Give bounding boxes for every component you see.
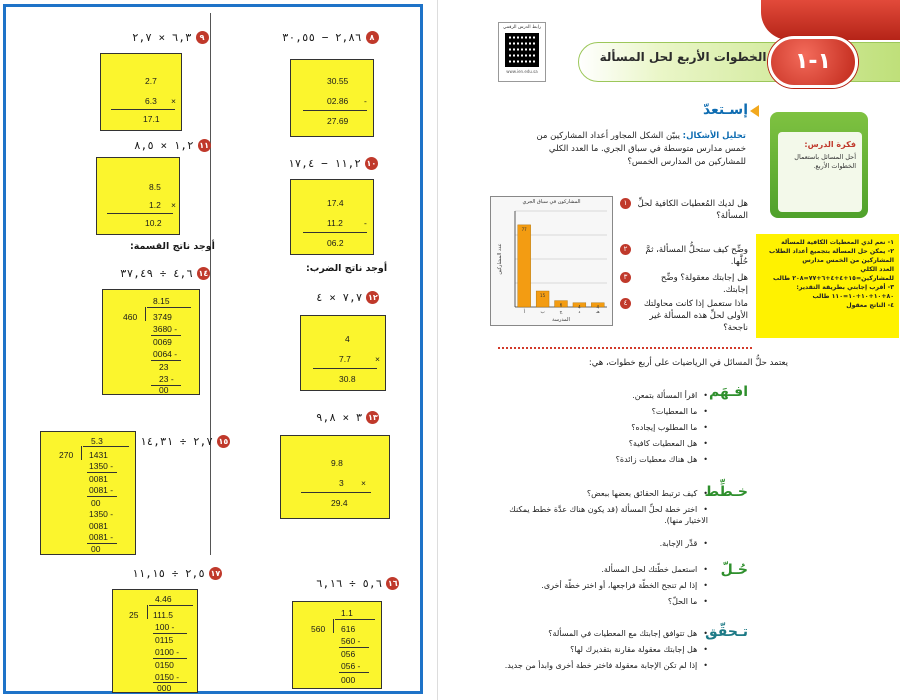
chart-category-3: ج	[559, 310, 563, 315]
chart-title: المشاركون في سباق الجري	[522, 199, 581, 205]
question-2-number: ٢	[620, 244, 631, 255]
exercise-8-expression: ٢,٨٦ − ٣٠,٥٥	[282, 31, 362, 44]
question-1-text: هل لديك المُعطيات الكافية لحلِّ المسألة؟	[637, 199, 748, 221]
step-2-bullet-1: • كيف ترتبط الحقائق بعضها ببعض؟	[498, 488, 708, 499]
exercise-14-step-2: 0069	[153, 337, 172, 347]
exercise-15-step-3: 0081 -	[89, 485, 114, 495]
exercise-15-step-4: 00	[91, 498, 101, 508]
exercise-11-header	[134, 139, 211, 152]
question-3-text: هل إجابتك معقولة؟ وضِّح إجابتك.	[660, 273, 748, 295]
exercise-8-line-1: 30.55	[327, 76, 349, 86]
exercise-8-result: 27.69	[327, 116, 349, 126]
bar-chart	[490, 196, 613, 326]
exercise-16-work	[292, 601, 382, 689]
exercise-15-quotient: 5.3	[91, 436, 103, 446]
question-4	[620, 298, 748, 334]
bar-chart-svg	[491, 197, 614, 327]
exercise-9-result: 17.1	[143, 114, 160, 124]
exercise-17-work	[112, 589, 198, 693]
exercise-17-number: ١٧	[210, 569, 221, 578]
textbook-page	[437, 0, 900, 700]
answer-note-line-1: ١- نعم لدي المعطيات الكافية للمسألة	[781, 239, 894, 246]
chart-category-2: ب	[540, 310, 545, 315]
dotted-separator	[498, 347, 752, 349]
exercise-12-number: ١٢	[367, 293, 378, 302]
exercise-15-step-6: 0081	[89, 521, 108, 531]
chart-x-label: المدرسة	[552, 317, 570, 323]
question-4-number: ٤	[620, 298, 631, 309]
chart-bar-label-5: 4	[596, 304, 600, 310]
worksheet-page	[3, 4, 423, 694]
exercise-10-operator: -	[364, 218, 367, 228]
exercise-11-number: ١١	[199, 141, 209, 150]
exercise-16-step-3: 056 -	[341, 661, 361, 671]
exercise-14-expression: ٤,٦ ÷ ٣٧,٤٩	[120, 267, 193, 280]
exercise-9-operator: ×	[171, 96, 176, 106]
exercise-13-line-2: 3	[339, 478, 344, 488]
step-1-bullet-1: • اقرأ المسألة بتمعن.	[498, 390, 708, 401]
exercise-15-work	[40, 431, 136, 555]
exercise-15-dividend: 1431	[89, 450, 108, 460]
step-understand-label: افـهَم	[709, 384, 748, 400]
exercise-14-step-6: 00	[159, 385, 169, 395]
exercise-15-divisor: 270	[59, 450, 74, 460]
question-1	[620, 198, 748, 222]
lesson-number-badge: ١-١	[768, 36, 858, 88]
exercise-9-work	[100, 53, 182, 131]
step-4-bullet-1: • هل تتوافق إجابتك مع المعطيات في المسألة؟	[478, 628, 708, 639]
exercise-10-number: ١٠	[366, 159, 377, 168]
exercise-17-divisor: 25	[129, 610, 139, 620]
exercise-12-operator: ×	[375, 354, 380, 364]
exercise-9-number: ٩	[196, 31, 209, 44]
analysis-paragraph	[516, 130, 746, 169]
exercise-17-quotient: 4.46	[155, 594, 172, 604]
question-4-text: ماذا ستعمل إذا كانت محاولتك الأولى لحلِّ هذه المسألة غير ناجحة؟	[643, 299, 748, 333]
quotient-instruction: أوجد ناتج القسمة:	[130, 241, 215, 252]
exercise-10-result: 06.2	[327, 238, 344, 248]
exercise-13-line-1: 9.8	[331, 458, 343, 468]
answer-note	[756, 234, 899, 338]
question-2	[620, 244, 748, 268]
exercise-14-number: ١٤	[198, 269, 209, 278]
answer-note-line-5: ٤- الناتج معقول	[846, 302, 894, 309]
exercise-9-expression: ٦,٣ × ٢,٧	[132, 31, 192, 44]
step-solve-label: حُـلّ	[720, 562, 748, 578]
step-2-bullet-3: • قدِّر الإجابة.	[498, 538, 708, 549]
exercise-15-step-7: 0081 -	[89, 532, 114, 542]
exercise-15-header	[140, 435, 230, 448]
exercise-14-step-3: 0064 -	[153, 349, 178, 359]
product-instruction: أوجد ناتج الضرب:	[306, 263, 388, 274]
chart-y-label: عدد المشاركين	[497, 243, 503, 275]
chart-bar-label-2: 15	[540, 293, 546, 298]
exercise-17-step-2: 0115	[155, 635, 174, 645]
exercise-14-step-5: 23 -	[159, 374, 174, 384]
exercise-10-header	[288, 157, 378, 170]
exercise-13-result: 29.4	[331, 498, 348, 508]
exercise-16-step-2: 056	[341, 649, 356, 659]
step-1-bullet-4: • هل المعطيات كافية؟	[498, 438, 708, 449]
exercise-14-work	[102, 289, 200, 395]
exercise-8-number: ٨	[366, 31, 379, 44]
exercise-16-step-1: 560 -	[341, 636, 361, 646]
exercise-17-dividend: 111.5	[153, 610, 174, 620]
step-2-bullet-2: • اختر خطة لحلِّ المسألة (قد يكون هناك عدَّة خطط يمكنك الاختيار منها).	[498, 504, 708, 526]
exercise-16-step-4: 000	[341, 675, 356, 685]
lesson-title: الخطوات الأربع لحل المسألة	[599, 50, 767, 64]
column-divider	[210, 13, 211, 555]
exercise-13-header	[316, 411, 379, 424]
arrow-icon	[750, 105, 759, 117]
step-4-bullet-3: • إذا لم تكن الإجابة معقولة فاختر خطة أخرى وابدأ من جديد.	[478, 660, 708, 671]
chart-bar-1	[518, 225, 531, 307]
exercise-8-work	[290, 59, 374, 137]
lesson-idea-text: أحل المسائل باستعمال الخطوات الأربع.	[794, 153, 856, 170]
lesson-idea-title: فكرة الدرس:	[804, 140, 856, 149]
exercise-16-divisor: 560	[311, 624, 326, 634]
exercise-11-work	[96, 157, 180, 235]
step-4-bullet-2: • هل إجابتك معقولة مقارنة بتقديرك لها؟	[478, 644, 708, 655]
exercise-13-expression: ٣ × ٩,٨	[316, 411, 363, 424]
exercise-17-step-4: 0150	[155, 660, 174, 670]
chart-category-1: أ	[523, 310, 525, 315]
question-1-number: ١	[620, 198, 631, 209]
answer-note-line-2: ٢- يمكن حل المسألة بتجميع أعداد الطلاب المشاركين من الخمس مدارس	[769, 248, 894, 264]
exercise-15-step-2: 0081	[89, 474, 108, 484]
exercise-11-operator: ×	[171, 200, 176, 210]
exercise-17-step-3: 0100 -	[155, 647, 180, 657]
exercise-11-line-1: 8.5	[149, 182, 161, 192]
exercise-14-dividend: 3749	[153, 312, 172, 322]
lesson-idea-panel	[778, 132, 862, 212]
exercise-8-operator: -	[364, 96, 367, 106]
qr-url: www.ien.edu.sa	[506, 69, 538, 74]
exercise-9-line-2: 6.3	[145, 96, 157, 106]
question-2-text: وضِّح كيف ستحلُّ المسألة، ثمَّ حُلَّها.	[645, 245, 748, 267]
step-1-bullet-5: • هل هناك معطيات زائدة؟	[498, 454, 708, 465]
exercise-16-number: ١٦	[387, 579, 398, 588]
exercise-11-result: 10.2	[145, 218, 162, 228]
exercise-12-line-1: 4	[345, 334, 350, 344]
exercise-15-expression: ٢,٧ ÷ ١٤,٣١	[140, 435, 213, 448]
exercise-11-line-2: 1.2	[149, 200, 161, 210]
exercise-9-line-1: 2.7	[145, 76, 157, 86]
step-1-bullet-2: • ما المعطيات؟	[498, 406, 708, 417]
exercise-16-dividend: 616	[341, 624, 356, 634]
answer-note-line-3: العدد الكلي للمشاركين=١٥+٤+٤+٦+٧٧=٢٠٨ طالب	[773, 266, 894, 282]
exercise-14-step-4: 23	[159, 362, 169, 372]
chart-category-5: هـ	[595, 310, 600, 315]
exercise-11-expression: ١,٢ × ٨,٥	[134, 139, 194, 152]
exercise-14-quotient: 8.15	[153, 296, 170, 306]
chart-bar-label-1: 77	[521, 226, 527, 232]
chart-bar-label-4: 4	[578, 304, 581, 310]
step-plan-label: خـطِّط	[704, 484, 748, 500]
exercise-16-expression: ٥,٦ ÷ ٦,١٦	[316, 577, 383, 590]
exercise-9-header	[132, 31, 209, 44]
header-red-tab	[761, 0, 900, 40]
exercise-12-header	[316, 291, 379, 304]
analysis-text: يبيّن الشكل المجاور أعداد المشاركين من خمس مدارس متوسطة في سباق الجري. ما العدد الكلي للمشاركين من المدارس الخمس؟	[536, 131, 746, 167]
exercise-12-result: 30.8	[339, 374, 356, 384]
exercise-15-step-1: 1350 -	[89, 461, 114, 471]
qr-code-box[interactable]	[498, 22, 546, 82]
exercise-10-line-1: 17.4	[327, 198, 344, 208]
step-check-label: تـحقّق	[705, 624, 748, 640]
exercise-10-expression: ١١,٢ − ١٧,٤	[288, 157, 361, 170]
exercise-16-header	[316, 577, 399, 590]
question-3	[620, 272, 748, 296]
qr-caption: رابط الدرس الرقمي	[502, 25, 542, 30]
exercise-12-line-2: 7.7	[339, 354, 351, 364]
exercise-14-header	[120, 267, 210, 280]
exercise-12-work	[300, 315, 386, 391]
answer-note-line-4: ٣- أقرب إجابتي بطريقة التقدير: ٨٠+١٠+١٠+١٠=١١٠ طالب	[796, 284, 894, 300]
question-3-number: ٣	[620, 272, 631, 283]
exercise-15-step-5: 1350 -	[89, 509, 114, 519]
step-3-bullet-1: • استعمل خطّتك لحل المسألة.	[498, 564, 708, 575]
exercise-17-step-1: 100 -	[155, 622, 175, 632]
exercise-10-line-2: 11.2	[327, 218, 343, 228]
exercise-13-work	[280, 435, 390, 519]
exercise-17-expression: ٢,٥ ÷ ١١,١٥	[132, 567, 205, 580]
step-3-bullet-2: • إذا لم تنجح الخطّة فراجعها، أو اختر خطّة أخرى.	[498, 580, 708, 591]
chart-category-4: د	[578, 310, 581, 315]
qr-code-icon[interactable]	[505, 33, 539, 67]
exercise-17-step-5: 0150 -	[155, 672, 180, 682]
exercise-13-operator: ×	[361, 478, 366, 488]
steps-intro: يعتمد حلُّ المسائل في الرياضيات على أربع خطوات، هي:	[588, 358, 788, 368]
step-3-bullet-3: • ما الحلّ؟	[498, 596, 708, 607]
exercise-14-divisor: 460	[123, 312, 138, 322]
exercise-12-expression: ٧,٧ × ٤	[316, 291, 363, 304]
exercise-14-step-1: 3680 -	[153, 324, 178, 334]
exercise-17-header	[132, 567, 222, 580]
analysis-label: تحليل الأشكال:	[682, 131, 746, 141]
exercise-17-step-6: 000	[157, 683, 172, 693]
exercise-8-header	[282, 31, 379, 44]
chart-bar-label-3: 6	[559, 302, 563, 308]
exercise-8-line-2: 02.86	[327, 96, 349, 106]
exercise-15-number: ١٥	[218, 437, 229, 446]
exercise-10-work	[290, 179, 374, 255]
step-1-bullet-3: • ما المطلوب إيجاده؟	[498, 422, 708, 433]
exercise-16-quotient: 1.1	[341, 608, 353, 618]
explore-heading: إسـتعدّ	[702, 102, 748, 118]
exercise-15-step-8: 00	[91, 544, 101, 554]
exercise-13-number: ١٣	[367, 413, 378, 422]
